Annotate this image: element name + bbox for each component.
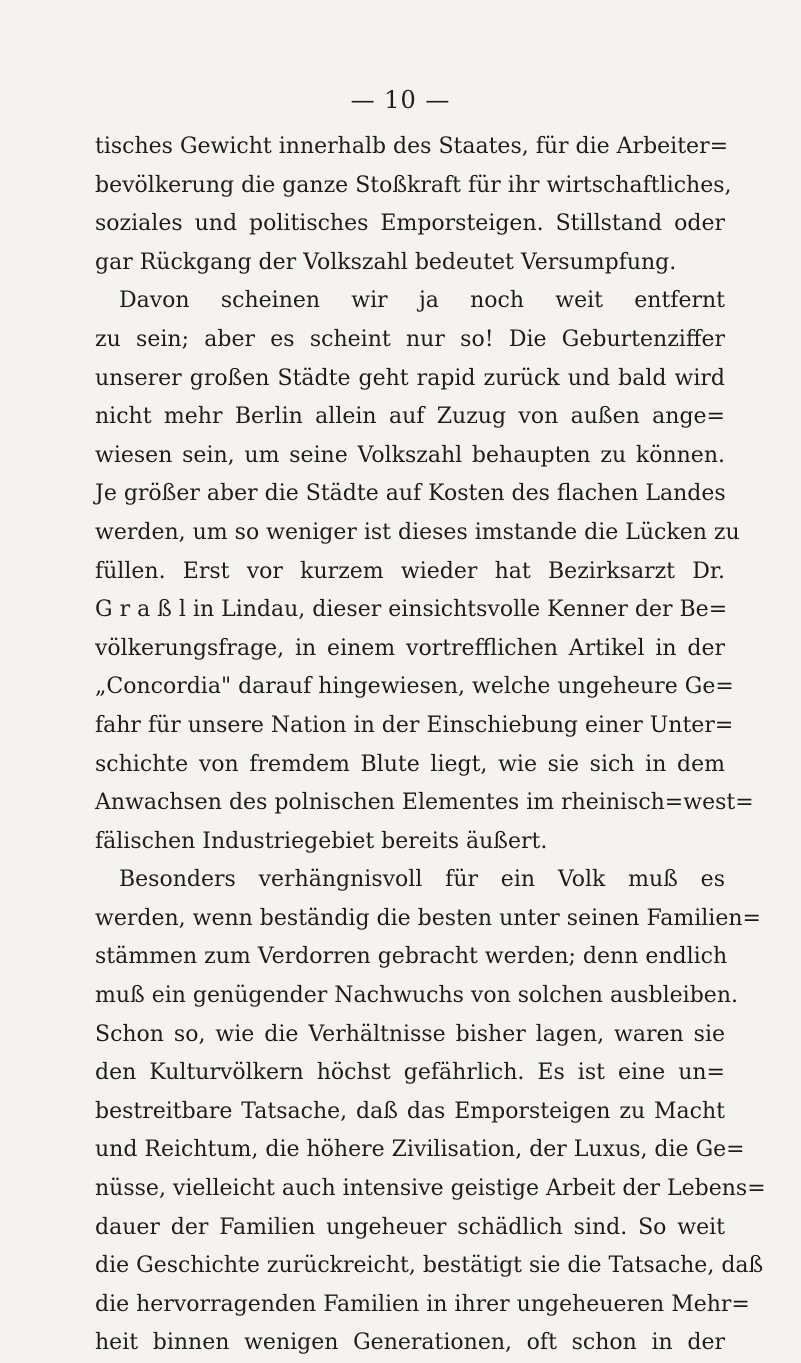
text-line: fälischen Industriegebiet bereits äußert. — [95, 828, 548, 854]
text-line: bestreitbare Tatsache, daß das Emporsteigen zu Macht — [95, 1098, 725, 1124]
text-line: den Kulturvölkern höchst gefährlich. Es ist eine un= — [95, 1060, 725, 1086]
text-line: dauer der Familien ungeheuer schädlich sind. So weit — [95, 1214, 725, 1240]
text-line: Anwachsen des polnischen Elementes im rheinisch=west= — [95, 790, 754, 816]
text-line: die Geschichte zurückreicht, bestätigt sie die Tatsache, daß — [95, 1253, 764, 1279]
body-text — [95, 128, 766, 1363]
text-line: die hervorragenden Familien in ihrer ungeheueren Mehr= — [95, 1291, 750, 1317]
text-line: fahr für unsere Nation in der Einschiebung einer Unter= — [95, 712, 734, 738]
text-line: füllen. Erst vor kurzem wieder hat Bezirksarzt Dr. — [95, 558, 725, 584]
text-line: soziales und politisches Emporsteigen. Stillstand oder — [95, 211, 725, 237]
text-line: wiesen sein, um seine Volkszahl behaupten zu können. — [95, 442, 725, 468]
text-line: muß ein genügender Nachwuchs von solchen ausbleiben. — [95, 983, 738, 1009]
text-line: gar Rückgang der Volkszahl bedeutet Versumpfung. — [95, 249, 677, 275]
text-line: nicht mehr Berlin allein auf Zuzug von außen ange= — [95, 404, 725, 430]
text-line: völkerungsfrage, in einem vortrefflichen Artikel in der — [95, 635, 725, 661]
text-line: schichte von fremdem Blute liegt, wie sie sich in dem — [95, 751, 725, 777]
text-line: „Concordia" darauf hingewiesen, welche ungeheure Ge= — [95, 674, 734, 700]
text-line: tisches Gewicht innerhalb des Staates, für die Arbeiter= — [95, 134, 729, 159]
text-line: Je größer aber die Städte auf Kosten des flachen Landes — [95, 481, 726, 507]
text-line: stämmen zum Verdorren gebracht werden; denn endlich — [95, 944, 728, 970]
text-line: bevölkerung die ganze Stoßkraft für ihr wirtschaftliches, — [95, 172, 732, 198]
text-line: nüsse, vielleicht auch intensive geistige Arbeit der Lebens= — [95, 1176, 766, 1202]
text-line: Davon scheinen wir ja noch weit entfernt — [119, 288, 725, 314]
text-line: und Reichtum, die höhere Zivilisation, der Luxus, die Ge= — [95, 1137, 745, 1163]
text-line: G r a ß l in Lindau, dieser einsichtsvolle Kenner der Be= — [95, 597, 728, 623]
text-line: Besonders verhängnisvoll für ein Volk muß es — [119, 867, 725, 893]
page-number: — 10 — — [350, 86, 451, 114]
text-line: heit binnen wenigen Generationen, oft schon in der — [95, 1330, 725, 1356]
text-line: unserer großen Städte geht rapid zurück und bald wird — [95, 365, 725, 391]
text-line: Schon so, wie die Verhältnisse bisher lagen, waren sie — [95, 1021, 725, 1047]
text-line: werden, wenn beständig die besten unter seinen Familien= — [95, 905, 761, 931]
text-line: werden, um so weniger ist dieses imstande die Lücken zu — [95, 519, 740, 545]
text-line: zu sein; aber es scheint nur so! Die Geburtenziffer — [95, 326, 725, 352]
